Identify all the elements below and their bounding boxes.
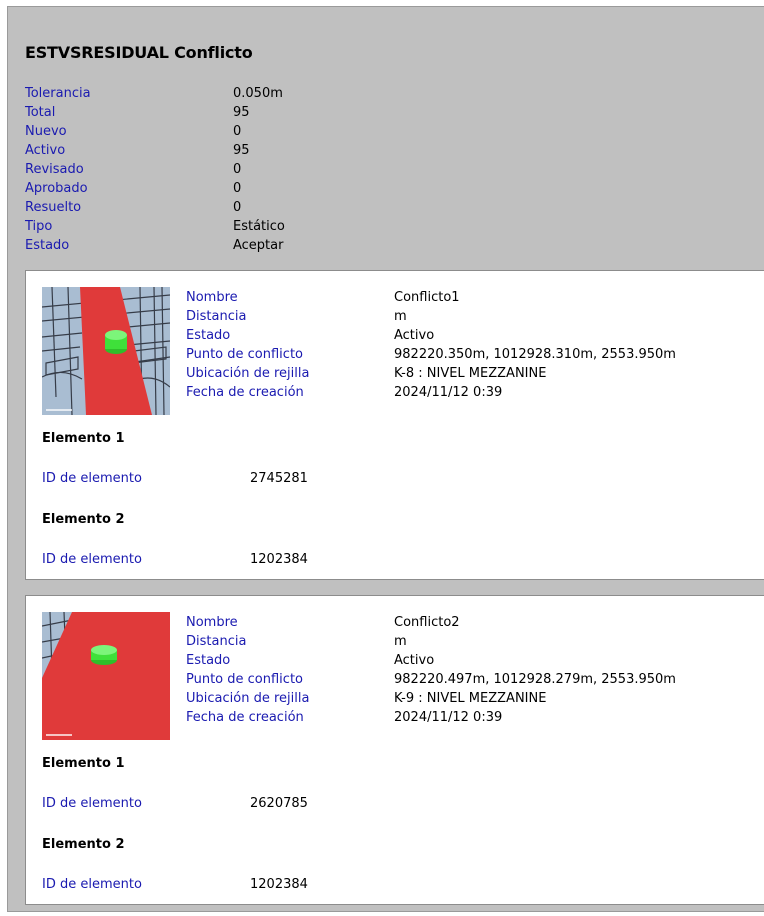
clash-thumbnail-svg — [42, 287, 170, 415]
element-2-heading: Elemento 2 — [42, 512, 125, 527]
clash-name: Conflicto1 — [394, 290, 460, 305]
detail-label: Fecha de creación — [186, 385, 304, 400]
detail-label: Nombre — [186, 290, 238, 305]
summary-value: 95 — [233, 105, 250, 120]
clash-thumbnail-image[interactable] — [42, 612, 170, 740]
detail-label: Distancia — [186, 634, 247, 649]
detail-label: Estado — [186, 328, 231, 343]
detail-row-created — [186, 708, 746, 727]
summary-row-approved — [25, 179, 425, 198]
element-1-heading: Elemento 1 — [42, 756, 125, 771]
summary-label: Activo — [25, 143, 66, 158]
detail-row-clash-point — [186, 345, 746, 364]
summary-table — [25, 84, 425, 255]
summary-label: Total — [25, 105, 56, 120]
summary-value: 0 — [233, 162, 242, 177]
summary-value: 0 — [233, 124, 242, 139]
clash-created-date: 2024/11/12 0:39 — [394, 710, 503, 725]
clash-details — [186, 613, 746, 727]
detail-label: Ubicación de rejilla — [186, 366, 310, 381]
report-title: ESTVSRESIDUAL Conflicto — [25, 43, 253, 62]
element-1-id-row — [42, 794, 442, 813]
element-id-value: 2620785 — [250, 796, 308, 811]
element-2-id-row — [42, 875, 442, 894]
clash-status: Activo — [394, 328, 435, 343]
detail-label: Estado — [186, 653, 231, 668]
element-id-value: 2745281 — [250, 471, 308, 486]
summary-row-active — [25, 141, 425, 160]
detail-row-status — [186, 651, 746, 670]
element-id-label: ID de elemento — [42, 471, 142, 486]
detail-row-created — [186, 383, 746, 402]
clash-grid-location: K-8 : NIVEL MEZZANINE — [394, 366, 547, 381]
detail-row-name — [186, 288, 746, 307]
summary-row-type — [25, 217, 425, 236]
clash-created-date: 2024/11/12 0:39 — [394, 385, 503, 400]
detail-label: Punto de conflicto — [186, 672, 303, 687]
clash-distance: m — [394, 634, 407, 649]
summary-value: Aceptar — [233, 238, 284, 253]
element-1-id-row — [42, 469, 442, 488]
detail-label: Distancia — [186, 309, 247, 324]
summary-row-resolved — [25, 198, 425, 217]
summary-value: 0.050m — [233, 86, 283, 101]
summary-row-new — [25, 122, 425, 141]
clash-name: Conflicto2 — [394, 615, 460, 630]
detail-row-status — [186, 326, 746, 345]
clash-card — [25, 270, 764, 580]
summary-value: 0 — [233, 181, 242, 196]
detail-row-grid-location — [186, 689, 746, 708]
element-id-label: ID de elemento — [42, 796, 142, 811]
detail-row-grid-location — [186, 364, 746, 383]
summary-label: Nuevo — [25, 124, 67, 139]
element-id-value: 1202384 — [250, 877, 308, 892]
clash-details — [186, 288, 746, 402]
clash-thumbnail-image[interactable] — [42, 287, 170, 415]
element-2-id-row — [42, 550, 442, 569]
detail-label: Punto de conflicto — [186, 347, 303, 362]
summary-label: Tipo — [25, 219, 53, 234]
summary-label: Revisado — [25, 162, 84, 177]
detail-label: Ubicación de rejilla — [186, 691, 310, 706]
summary-value: Estático — [233, 219, 285, 234]
clash-point: 982220.350m, 1012928.310m, 2553.950m — [394, 347, 676, 362]
clash-report — [7, 6, 764, 912]
summary-label: Resuelto — [25, 200, 82, 215]
clash-status: Activo — [394, 653, 435, 668]
summary-label: Tolerancia — [25, 86, 91, 101]
summary-row-reviewed — [25, 160, 425, 179]
summary-row-status — [25, 236, 425, 255]
element-id-label: ID de elemento — [42, 877, 142, 892]
element-2-heading: Elemento 2 — [42, 837, 125, 852]
clash-point: 982220.497m, 1012928.279m, 2553.950m — [394, 672, 676, 687]
clash-thumbnail-svg — [42, 612, 170, 740]
element-id-value: 1202384 — [250, 552, 308, 567]
detail-row-clash-point — [186, 670, 746, 689]
clash-distance: m — [394, 309, 407, 324]
detail-row-name — [186, 613, 746, 632]
detail-label: Fecha de creación — [186, 710, 304, 725]
summary-value: 95 — [233, 143, 250, 158]
summary-row-total — [25, 103, 425, 122]
detail-row-distance — [186, 307, 746, 326]
element-id-label: ID de elemento — [42, 552, 142, 567]
clash-grid-location: K-9 : NIVEL MEZZANINE — [394, 691, 547, 706]
summary-row-tolerance — [25, 84, 425, 103]
summary-label: Estado — [25, 238, 70, 253]
detail-label: Nombre — [186, 615, 238, 630]
summary-value: 0 — [233, 200, 242, 215]
detail-row-distance — [186, 632, 746, 651]
clash-card — [25, 595, 764, 905]
summary-label: Aprobado — [25, 181, 88, 196]
element-1-heading: Elemento 1 — [42, 431, 125, 446]
